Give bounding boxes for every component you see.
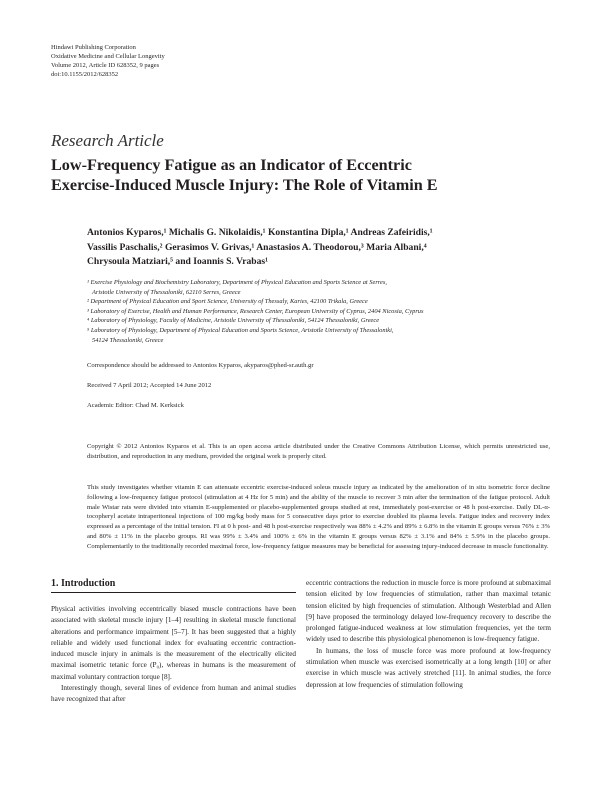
affiliations	[87, 278, 577, 345]
paragraph: eccentric contractions the reduction in muscle force is more profound at submaximal tension elicited by low frequencies of stimulation, rather than maximal tetanic tension elicited by high frequencies of stimulation. Although Westerblad and Allen [9] have proposed the terminology delayed low-frequency recovery to describe the prolonged fatigue-induced weakness at low stimulation frequencies, yet the term widely used to describe this physiological phenomenon is low-frequency fatigue.	[306, 579, 551, 644]
doi-link[interactable]: doi:10.1155/2012/628352	[51, 71, 119, 78]
body-column-right	[306, 578, 551, 691]
affiliation-line: ¹ Exercise Physiology and Biochemistry Laboratory, Department of Physical Education and Sports Science at Serres,	[87, 279, 387, 286]
author-line: Antonios Kyparos,¹ Michalis G. Nikolaidis,¹ Konstantina Dipla,¹ Andreas Zafeiridis,¹	[87, 227, 433, 238]
affiliation-line: ⁵ Laboratory of Physiology, Department of Physical Education and Sports Science, Aristotle University of Thessaloniki,	[87, 326, 394, 334]
title-line: Exercise-Induced Muscle Injury: The Role of Vitamin E	[51, 176, 438, 194]
paragraph: Physical activities involving eccentrically biased muscle contractions have been associated with skeletal muscle injury [1–4] resulting in skeletal muscle functional alterations and performance impairment [5–7]. It has been suggested that a highly reliable and widely used functional index for evaluating eccentric contraction-induced muscle injury in animals is the measurement of the electrically elicited maximal isometric tetanic force (P₀), whereas in humans is the measurement of maximal voluntary contraction torque [8].	[51, 605, 296, 681]
author-line: Chrysoula Matziari,⁵ and Ioannis S. Vrabas¹	[87, 256, 269, 268]
correspondence: Correspondence should be addressed to Antonios Kyparos, akyparos@phed-sr.auth.gr	[87, 362, 314, 369]
journal-header	[51, 43, 165, 79]
academic-editor: Academic Editor: Chad M. Kerksick	[87, 402, 184, 409]
affiliation-line: ² Department of Physical Education and Sport Science, University of Thessaly, Karies, 42100 Trikala, Greece	[87, 298, 368, 306]
section-title: 1. Introduction	[51, 578, 116, 589]
article-type: Research Article	[51, 131, 164, 150]
affiliation-line: ³ Laboratory of Exercise, Health and Human Performance, Research Center, European University of Cyprus, 2404 Nicosia, Cyprus	[87, 307, 424, 315]
volume-info: Volume 2012, Article ID 628352, 9 pages	[51, 62, 160, 69]
copyright-notice: Copyright © 2012 Antonios Kyparos et al. This is an open access article distributed under the Creative Commons Attribution License, which permits unrestricted use, distribution, and reproduction in any medium, provided the original work is properly cited.	[87, 443, 550, 460]
article-title	[51, 155, 571, 195]
body-column-left	[51, 604, 296, 706]
section-divider	[51, 592, 296, 593]
author-line: Vassilis Paschalis,² Gerasimos V. Grivas,¹ Anastasios A. Theodorou,³ Maria Albani,⁴	[87, 241, 427, 253]
received-date: Received 7 April 2012; Accepted 14 June 2012	[87, 382, 212, 389]
title-line: Low-Frequency Fatigue as an Indicator of Eccentric	[51, 156, 412, 174]
affiliation-line: Aristotle University of Thessaloniki, 62110 Serres, Greece	[92, 288, 241, 296]
publisher-name: Hindawi Publishing Corporation	[51, 44, 136, 51]
author-list	[87, 226, 567, 270]
paragraph: In humans, the loss of muscle force was more profound at low-frequency stimulation when muscle was exercised isometrically at a long length [10] or after exercise in which muscle was actively stretched [11]. In animal studies, the force depression at low frequencies of stimulation following	[306, 646, 551, 689]
affiliation-line: ⁴ Laboratory of Physiology, Faculty of Medicine, Aristotle University of Thessaloniki, 54124 Thessaloniki, Greece	[87, 317, 380, 325]
affiliation-line: 54124 Thessaloniki, Greece	[92, 336, 164, 344]
abstract: This study investigates whether vitamin E can attenuate eccentric exercise-induced soleus muscle injury as indicated by the amelioration of in situ isometric force decline following a low-frequency fatigue protocol (stimulation at 4 Hz for 5 min) and the ability of the muscle to recover 3 min after the termination of the fatigue protocol. Adult male Wistar rats were divided into vitamin E-supplemented or placebo-supplemented groups studied at rest, immediately post-exercise or 48 h post-exercise. Daily DL-α-tocopheryl acetate intraperitoneal injections of 100 mg/kg body mass for 5 consecutive days prior to exercise doubled its plasma levels. Fatigue index and recovery index expressed as a percentage of the initial tension. FI at 0 h post- and 48 h post-exercise respectively was 88% ± 4.2% and 89% ± 6.8% in the vitamin E groups versus 76% ± 3% and 80% ± 11% in the placebo groups. RI was 99% ± 3.4% and 100% ± 6% in the vitamin E groups versus 82% ± 3.1% and 84% ± 5.9% in the placebo groups. Complementarily to the traditionally recorded maximal force, low-frequency fatigue measures may be beneficial for assessing injury-induced decrease in muscle functionality.	[87, 484, 550, 550]
journal-name: Oxidative Medicine and Cellular Longevity	[51, 53, 165, 60]
paragraph: Interestingly though, several lines of evidence from human and animal studies have recognized that after	[51, 684, 296, 704]
